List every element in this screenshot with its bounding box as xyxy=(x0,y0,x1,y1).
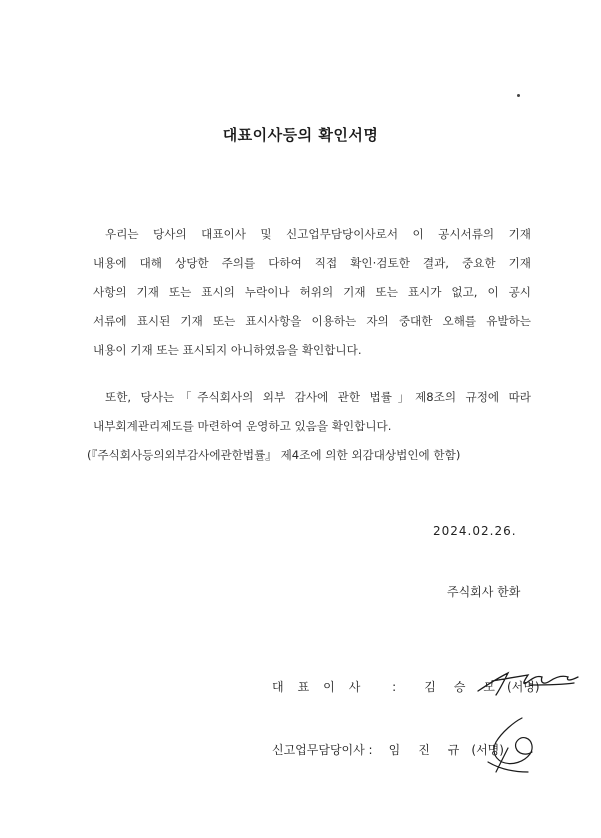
paragraph1-line-3: 사항의 기재 또는 표시의 누락이나 허위의 기재 또는 표시가 없고, 이 공시 xyxy=(93,285,531,299)
officer-role-label: 신고업무담당이사 : xyxy=(272,743,373,757)
signing-date: 2024.02.26. xyxy=(433,524,517,538)
disclosure-officer-signature-line xyxy=(272,741,504,758)
internal-control-paragraph xyxy=(87,383,531,470)
officer-name: 임진규 xyxy=(388,743,478,757)
ceo-handwritten-signature xyxy=(470,655,590,705)
officer-sign-mark: (서명) xyxy=(471,743,504,757)
paragraph1-line-5: 내용이 기재 또는 표시되지 아니하였음을 확인합니다. xyxy=(93,343,362,357)
ceo-role-label: 대표이사 : xyxy=(272,680,411,694)
paragraph2-line-1: 또한, 당사는「주식회사의 외부 감사에 관한 법률」제8조의 규정에 따라 xyxy=(105,390,531,404)
officer-handwritten-signature xyxy=(478,712,548,782)
ceo-sign-mark: (서명) xyxy=(507,680,540,694)
paragraph2-note: (『주식회사등의외부감사에관한법률』 제4조에 의한 외감대상법인에 한함) xyxy=(87,448,461,462)
paragraph2-line-2: 내부회계관리제도를 마련하여 운영하고 있음을 확인합니다. xyxy=(93,419,392,433)
ceo-name: 김승모 xyxy=(424,680,514,694)
confirmation-paragraph xyxy=(93,220,531,365)
paragraph1-line-1: 우리는 당사의 대표이사 및 신고업무담당이사로서 이 공시서류의 기재 xyxy=(105,227,531,241)
scan-speck xyxy=(517,94,520,97)
company-name: 주식회사 한화 xyxy=(447,585,521,599)
paragraph1-line-2: 내용에 대해 상당한 주의를 다하여 직접 확인·검토한 결과, 중요한 기재 xyxy=(93,256,531,270)
paragraph1-line-4: 서류에 표시된 기재 또는 표시사항을 이용하는 자의 중대한 오해를 유발하는 xyxy=(93,314,531,328)
document-title: 대표이사등의 확인서명 xyxy=(222,126,379,144)
